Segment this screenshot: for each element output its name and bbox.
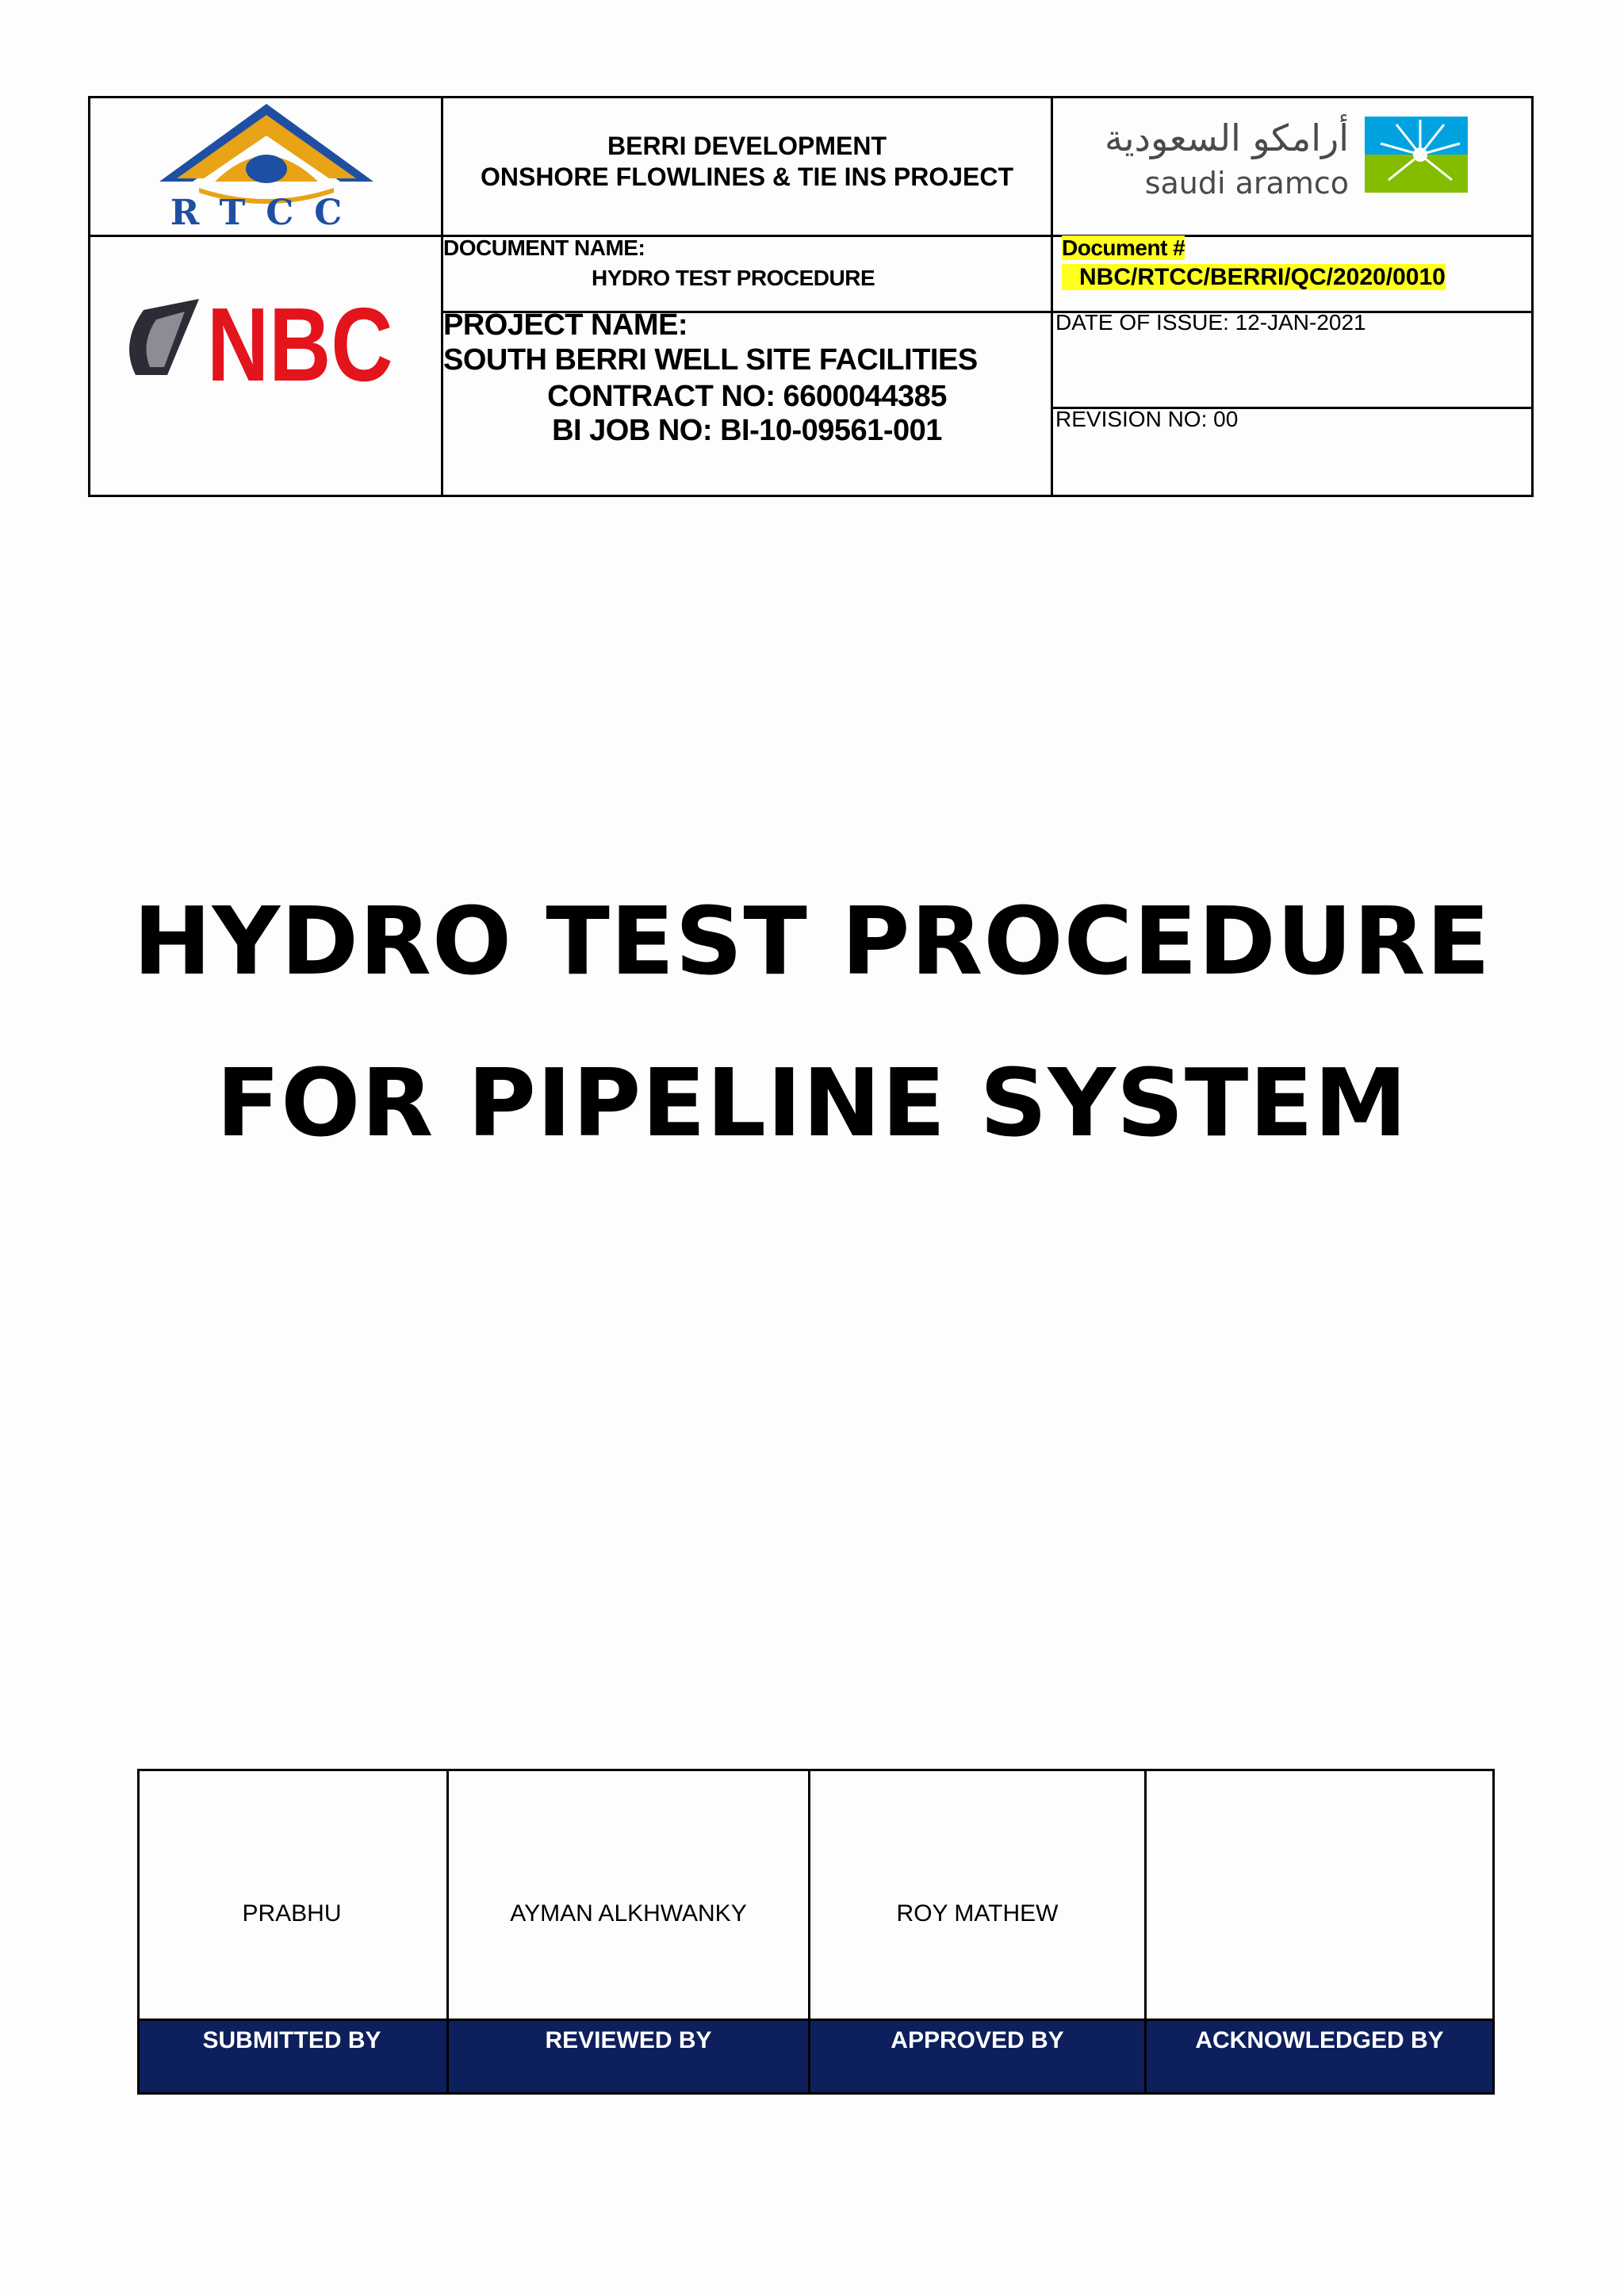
rtcc-logo-text: RTCC — [170, 193, 363, 233]
submitted-by-name: PRABHU — [242, 1900, 342, 1927]
sig-border-bottom — [137, 2092, 1495, 2095]
document-number-label — [1062, 235, 1185, 261]
document-title-line2: FOR PIPELINE SYSTEM — [216, 1048, 1408, 1158]
project-title-line2: ONSHORE FLOWLINES & TIE INS PROJECT — [480, 163, 1014, 191]
reviewed-by-name: AYMAN ALKHWANKY — [510, 1900, 747, 1927]
document-title-line1: HYDRO TEST PROCEDURE — [132, 886, 1492, 996]
document-header-table — [88, 96, 1534, 497]
document-number-value — [1062, 264, 1446, 291]
aramco-star-icon — [1365, 117, 1468, 193]
submitted-by-label: SUBMITTED BY — [202, 2027, 381, 2053]
sig-border-top — [137, 1769, 1495, 1771]
document-name-value: HYDRO TEST PROCEDURE — [592, 266, 875, 290]
saudi-aramco-logo — [1103, 113, 1571, 224]
nbc-logo-text: NBC — [207, 286, 393, 403]
aramco-latin-text: saudi aramco — [1144, 166, 1349, 201]
contract-number: CONTRACT NO: 6600044385 — [547, 380, 947, 413]
signature-table — [137, 1769, 1495, 2095]
document-number-label-text: Document # — [1062, 235, 1185, 260]
bi-job-number: BI JOB NO: BI-10-09561-001 — [552, 414, 942, 447]
sig-border-right — [1492, 1769, 1495, 2095]
date-of-issue: DATE OF ISSUE: 12-JAN-2021 — [1055, 310, 1366, 335]
nbc-swoosh-icon — [120, 296, 207, 381]
reviewed-by-label: REVIEWED BY — [545, 2027, 712, 2053]
border-left — [88, 96, 90, 497]
border-bottom — [88, 495, 1534, 497]
approved-by-label: APPROVED BY — [891, 2027, 1064, 2053]
row-divider-1 — [88, 235, 1534, 237]
project-name-value: SOUTH BERRI WELL SITE FACILITIES — [443, 343, 978, 377]
document-number-value-text: NBC/RTCC/BERRI/QC/2020/0010 — [1062, 264, 1446, 290]
revision-number: REVISION NO: 00 — [1055, 407, 1239, 431]
project-title-line1: BERRI DEVELOPMENT — [607, 132, 887, 160]
approved-by-name: ROY MATHEW — [896, 1900, 1059, 1927]
rtcc-logo — [136, 99, 397, 232]
nbc-logo — [120, 286, 421, 403]
project-name-label: PROJECT NAME: — [443, 308, 688, 342]
column-divider-2 — [1051, 96, 1053, 497]
border-top — [88, 96, 1534, 98]
aramco-arabic-text: أرامكو السعودية — [1105, 117, 1349, 159]
sig-row-divider — [137, 2019, 1495, 2021]
document-name-label: DOCUMENT NAME: — [443, 235, 645, 260]
acknowledged-by-label: ACKNOWLEDGED BY — [1195, 2027, 1444, 2053]
